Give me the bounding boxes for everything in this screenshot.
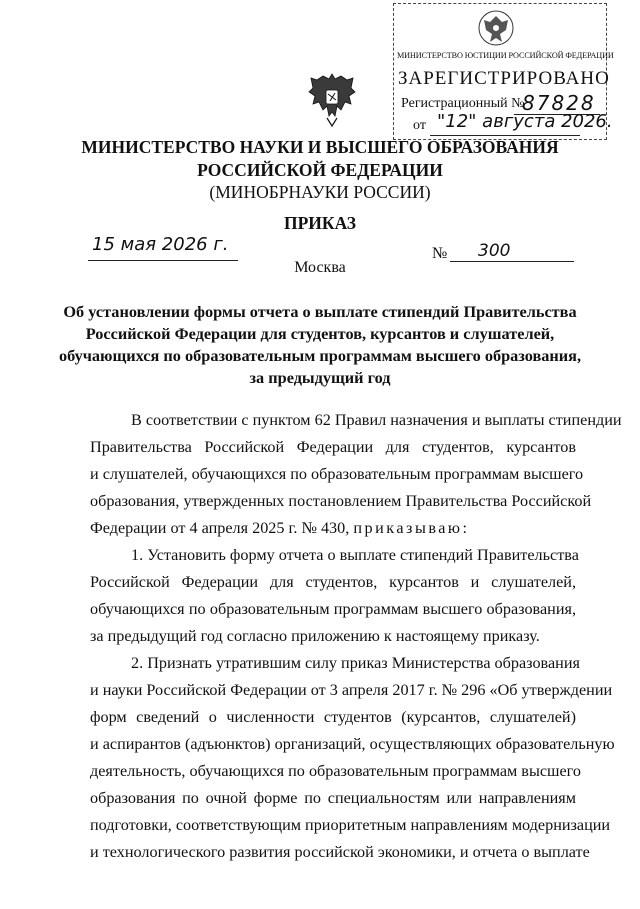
stamp-coat-of-arms-icon bbox=[470, 8, 522, 52]
body-line: за предыдущий год согласно приложению к настоящему приказу. bbox=[90, 627, 540, 645]
ministry-name-line-1: МИНИСТЕРСТВО НАУКИ И ВЫСШЕГО ОБРАЗОВАНИЯ bbox=[81, 137, 559, 157]
stamp-registered-label: ЗАРЕГИСТРИРОВАНО bbox=[398, 68, 610, 89]
coat-of-arms-icon bbox=[305, 70, 359, 128]
body-line: Российской Федерации для студентов, курсантов и слушателей, bbox=[90, 573, 576, 591]
stamp-reg-number: 87828 bbox=[522, 91, 596, 115]
order-title-line: за предыдущий год bbox=[249, 368, 391, 387]
order-date: 15 мая 2026 г. bbox=[92, 234, 229, 255]
body-line bbox=[90, 518, 576, 538]
body-line: и слушателей, обучающихся по образовательным программам высшего bbox=[90, 465, 584, 483]
ministry-short-name: (МИНОБРНАУКИ РОССИИ) bbox=[209, 182, 431, 202]
order-title-line: Российской Федерации для студентов, курсантов и слушателей, bbox=[85, 324, 555, 343]
stamp-date-prefix: от bbox=[413, 118, 426, 133]
body-line: подготовки, соответствующим приоритетным направлениям модернизации bbox=[90, 816, 611, 834]
body-line: образования по очной форме по специальностям или направлениям bbox=[90, 789, 576, 807]
body-line: Правительства Российской Федерации для студентов, курсантов bbox=[90, 438, 576, 456]
order-number: 300 bbox=[478, 241, 511, 261]
ministry-name-line-2: РОССИЙСКОЙ ФЕДЕРАЦИИ bbox=[197, 160, 443, 180]
body-line: форм сведений о численности студентов (курсантов, слушателей) bbox=[90, 708, 576, 726]
order-city: Москва bbox=[294, 259, 346, 276]
body-line: деятельность, обучающихся по образовательным программам высшего bbox=[90, 762, 581, 780]
order-title-line: Об установлении формы отчета о выплате стипендий Правительства bbox=[63, 302, 577, 321]
body-line: 2. Признать утратившим силу приказ Министерства образования bbox=[131, 654, 580, 672]
order-number-label: № bbox=[432, 245, 448, 262]
stamp-reg-number-label: Регистрационный № bbox=[401, 96, 525, 111]
order-title-line: обучающихся по образовательным программам высшего образования, bbox=[58, 346, 582, 365]
body-line: В соответствии с пунктом 62 Правил назначения и выплаты стипендии bbox=[131, 411, 622, 429]
body-line: 1. Установить форму отчета о выплате стипендий Правительства bbox=[131, 546, 579, 564]
body-line: обучающихся по образовательным программам высшего образования, bbox=[90, 600, 576, 618]
body-line: и технологического развития российской экономики, и отчета о выплате bbox=[90, 843, 590, 861]
body-line: образования, утвержденных постановлением Правительства Российской bbox=[90, 492, 592, 510]
order-directive: приказываю: bbox=[353, 519, 470, 537]
body-line: и аспирантов (адъюнктов) организаций, осуществляющих образовательную bbox=[90, 735, 615, 753]
stamp-date-underline bbox=[430, 135, 580, 136]
stamp-ministry-name: МИНИСТЕРСТВО ЮСТИЦИИ РОССИЙСКОЙ ФЕДЕРАЦИИ bbox=[397, 51, 614, 60]
document-type: ПРИКАЗ bbox=[283, 213, 357, 233]
stamp-date: "12" августа 2026. bbox=[437, 111, 613, 132]
body-text: Федерации от 4 апреля 2025 г. № 430, bbox=[90, 519, 354, 537]
body-line: и науки Российской Федерации от 3 апреля 2017 г. № 296 «Об утверждении bbox=[90, 681, 613, 699]
